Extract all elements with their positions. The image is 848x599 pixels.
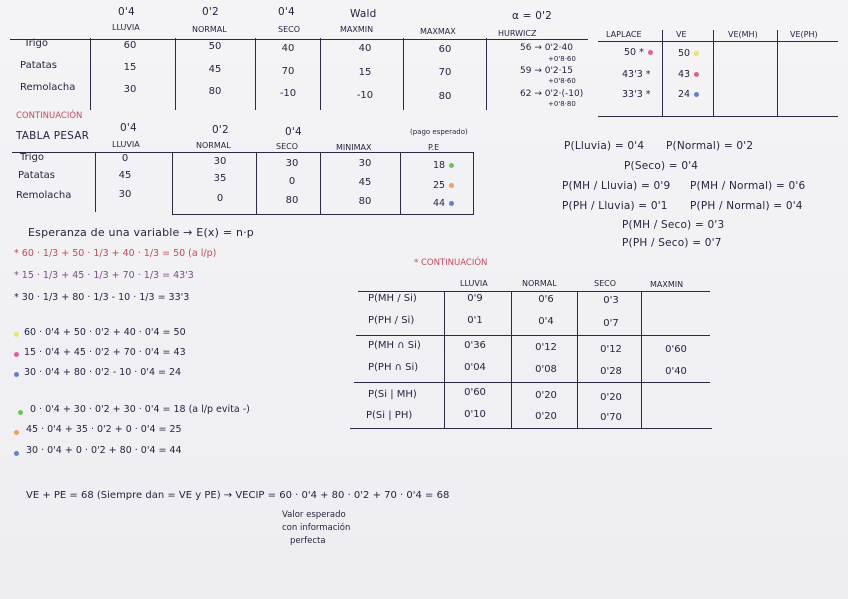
row-label: P(Si | PH) (366, 410, 413, 421)
esperanza-title: Esperanza de una variable → E(x) = n·p (28, 226, 254, 239)
header-ve-ph: VE(PH) (790, 30, 818, 39)
blue-dot (14, 451, 19, 456)
hurwicz-patatas-b: +0'8·60 (548, 77, 576, 85)
header-normal: NORMAL (196, 141, 231, 150)
row-label: P(Si | MH) (368, 389, 417, 400)
note-line: con información (282, 523, 351, 533)
vecip-equation: VE + PE = 68 (Siempre dan = VE y PE) → VECIP = 60 · 0'4 + 80 · 0'2 + 70 · 0'4 = 68 (26, 490, 450, 501)
maxmin-over-label: Wald (350, 8, 377, 20)
cell: 0 (288, 176, 296, 187)
yellow-dot (694, 51, 699, 56)
hurwicz-remolacha: 62 → 0'2·(-10) (520, 89, 584, 99)
cell: 0'08 (535, 364, 557, 375)
cell: 0'20 (535, 390, 557, 401)
blue-dot (694, 92, 699, 97)
header-seco: SECO (594, 279, 617, 288)
cell: 30 (213, 156, 227, 167)
cell: 70 (281, 66, 295, 77)
row-label: P(PH / Si) (368, 315, 415, 326)
pink-dot (14, 352, 19, 357)
laplace-remolacha: 33'3 * (622, 89, 651, 100)
orange-dot (14, 430, 19, 435)
cell: 0 (121, 153, 129, 164)
prob-text: P(MH / Lluvia) = 0'9 (562, 180, 671, 192)
cell: 0 (216, 193, 224, 204)
ve-eq-2: 15 · 0'4 + 45 · 0'2 + 70 · 0'4 = 43 (24, 347, 186, 358)
prob-lluvia: 0'4 (120, 122, 137, 134)
cell: 0'6 (538, 294, 554, 305)
cell: 15 (123, 62, 137, 73)
cell: 0'1 (467, 315, 483, 326)
pe-eq-1: 0 · 0'4 + 30 · 0'2 + 30 · 0'4 = 18 (a l/p evita -) (30, 404, 250, 415)
cell: -10 (279, 88, 297, 99)
laplace-eq-2: * 15 · 1/3 + 45 · 1/3 + 70 · 1/3 = 43'3 (14, 270, 194, 281)
ve-remolacha: 24 (678, 89, 699, 100)
prob-text: P(PH / Lluvia) = 0'1 (562, 200, 668, 212)
cell: 80 (208, 86, 222, 97)
prob-seco: 0'4 (278, 6, 295, 18)
row-label: P(PH ∩ Si) (368, 362, 419, 373)
cell: 80 (358, 196, 372, 207)
header-maxmin: MAXMIN (650, 280, 684, 289)
prob-text: P(Normal) = 0'2 (666, 140, 754, 152)
cell: 0'36 (464, 340, 486, 351)
orange-dot (449, 183, 454, 188)
cell: 0'7 (603, 318, 619, 329)
row-label-patatas: Patatas (20, 60, 58, 71)
cell: 60 (123, 40, 137, 51)
cell: 45 (118, 170, 132, 181)
header-laplace: LAPLACE (606, 30, 642, 39)
row-label-remolacha: Remolacha (16, 190, 72, 201)
cell: 80 (285, 195, 299, 206)
header-ve-mh: VE(MH) (728, 30, 758, 39)
cell: 0'9 (467, 293, 483, 304)
cell: 0'20 (535, 411, 557, 422)
cell: 0'60 (665, 344, 687, 355)
header-normal: NORMAL (192, 25, 227, 34)
pink-dot (648, 50, 653, 55)
prob-text: P(MH / Normal) = 0'6 (690, 180, 806, 192)
cell: 60 (438, 44, 452, 55)
note-line: perfecta (290, 536, 326, 546)
hurwicz-trigo-b: +0'8·60 (548, 55, 576, 63)
header-lluvia: LLUVIA (112, 23, 140, 32)
cell: 0'70 (600, 412, 622, 423)
cell: 0'28 (600, 366, 622, 377)
cell: 45 (358, 177, 372, 188)
prob-seco: 0'4 (285, 126, 302, 138)
cell: 30 (358, 158, 372, 169)
header-normal: NORMAL (522, 279, 557, 288)
row-label: P(MH / Si) (368, 293, 417, 304)
pe-eq-3: 30 · 0'4 + 0 · 0'2 + 80 · 0'4 = 44 (26, 445, 182, 456)
row-label-patatas: Patatas (18, 170, 56, 181)
cell: 0'40 (665, 366, 687, 377)
green-dot (449, 163, 454, 168)
pe-note: (pago esperado) (410, 128, 468, 136)
header-hurwicz: HURWICZ (498, 29, 537, 38)
laplace-eq-3: * 30 · 1/3 + 80 · 1/3 - 10 · 1/3 = 33'3 (14, 292, 190, 303)
ve-eq-3: 30 · 0'4 + 80 · 0'2 - 10 · 0'4 = 24 (24, 367, 182, 378)
prob-text: P(PH / Normal) = 0'4 (690, 200, 803, 212)
prob-text: P(Seco) = 0'4 (624, 160, 699, 172)
pink-dot (694, 72, 699, 77)
hurwicz-patatas: 59 → 0'2·15 (520, 66, 573, 76)
cell: 0'60 (464, 387, 486, 398)
laplace-trigo: 50 * (624, 47, 653, 58)
cell: 40 (281, 43, 295, 54)
hurwicz-remolacha-b: +0'8·80 (548, 100, 576, 108)
cell: 35 (213, 173, 227, 184)
header-lluvia: LLUVIA (112, 140, 140, 149)
cell: 0'12 (600, 344, 622, 355)
cell: 50 (208, 41, 222, 52)
laplace-patatas: 43'3 * (622, 69, 651, 80)
header-maxmax: MAXMAX (420, 27, 456, 36)
row-label-remolacha: Remolacha (20, 82, 76, 93)
blue-dot (14, 372, 19, 377)
prob-normal: 0'2 (202, 6, 219, 18)
row-label: P(MH ∩ Si) (368, 340, 421, 351)
cell: 0'10 (464, 409, 486, 420)
cell: 30 (118, 189, 132, 200)
prob-text: P(Lluvia) = 0'4 (564, 140, 645, 152)
header-ve: VE (676, 30, 687, 39)
cell: 15 (358, 67, 372, 78)
row-label-trigo: Trigo (24, 38, 48, 49)
prob-lluvia: 0'4 (118, 6, 135, 18)
green-dot (18, 410, 23, 415)
ve-eq-1: 60 · 0'4 + 50 · 0'2 + 40 · 0'4 = 50 (24, 327, 186, 338)
prob-text: P(PH / Seco) = 0'7 (622, 237, 722, 249)
header-seco: SECO (278, 25, 301, 34)
cell: 30 (285, 158, 299, 169)
cell: 0'12 (535, 342, 557, 353)
note-line: Valor esperado (282, 510, 346, 520)
cell: -10 (356, 90, 374, 101)
yellow-dot (14, 332, 19, 337)
ve-trigo: 50 (678, 48, 699, 59)
pe-patatas: 25 (433, 180, 454, 191)
hurwicz-trigo: 56 → 0'2·40 (520, 43, 573, 53)
pe-eq-2: 45 · 0'4 + 35 · 0'2 + 0 · 0'4 = 25 (26, 424, 182, 435)
header-lluvia: LLUVIA (460, 279, 488, 288)
row-label-trigo: Trigo (20, 152, 44, 163)
cell: 0'3 (603, 295, 619, 306)
alpha-label: α = 0'2 (512, 10, 553, 22)
header-minimax: MINIMAX (336, 143, 372, 152)
continuacion-title: CONTINUACIÓN (16, 111, 83, 121)
cell: 0'04 (464, 362, 486, 373)
cell: 0'4 (538, 316, 554, 327)
cell: 40 (358, 43, 372, 54)
pe-trigo: 18 (433, 160, 454, 171)
ve-patatas: 43 (678, 69, 699, 80)
cell: 0'20 (600, 392, 622, 403)
header-pe: P.E (428, 143, 440, 152)
continuacion-2-title: * CONTINUACIÓN (414, 258, 488, 268)
header-seco: SECO (276, 142, 299, 151)
tabla-pesar-title: TABLA PESAR (16, 130, 90, 142)
cell: 45 (208, 64, 222, 75)
prob-normal: 0'2 (212, 124, 229, 136)
laplace-eq-1: * 60 · 1/3 + 50 · 1/3 + 40 · 1/3 = 50 (a l/p) (14, 248, 217, 259)
prob-text: P(MH / Seco) = 0'3 (622, 219, 725, 231)
cell: 30 (123, 84, 137, 95)
blue-dot (449, 201, 454, 206)
cell: 80 (438, 91, 452, 102)
pe-remolacha: 44 (433, 198, 454, 209)
cell: 70 (438, 67, 452, 78)
header-maxmin: MAXMIN (340, 25, 374, 34)
